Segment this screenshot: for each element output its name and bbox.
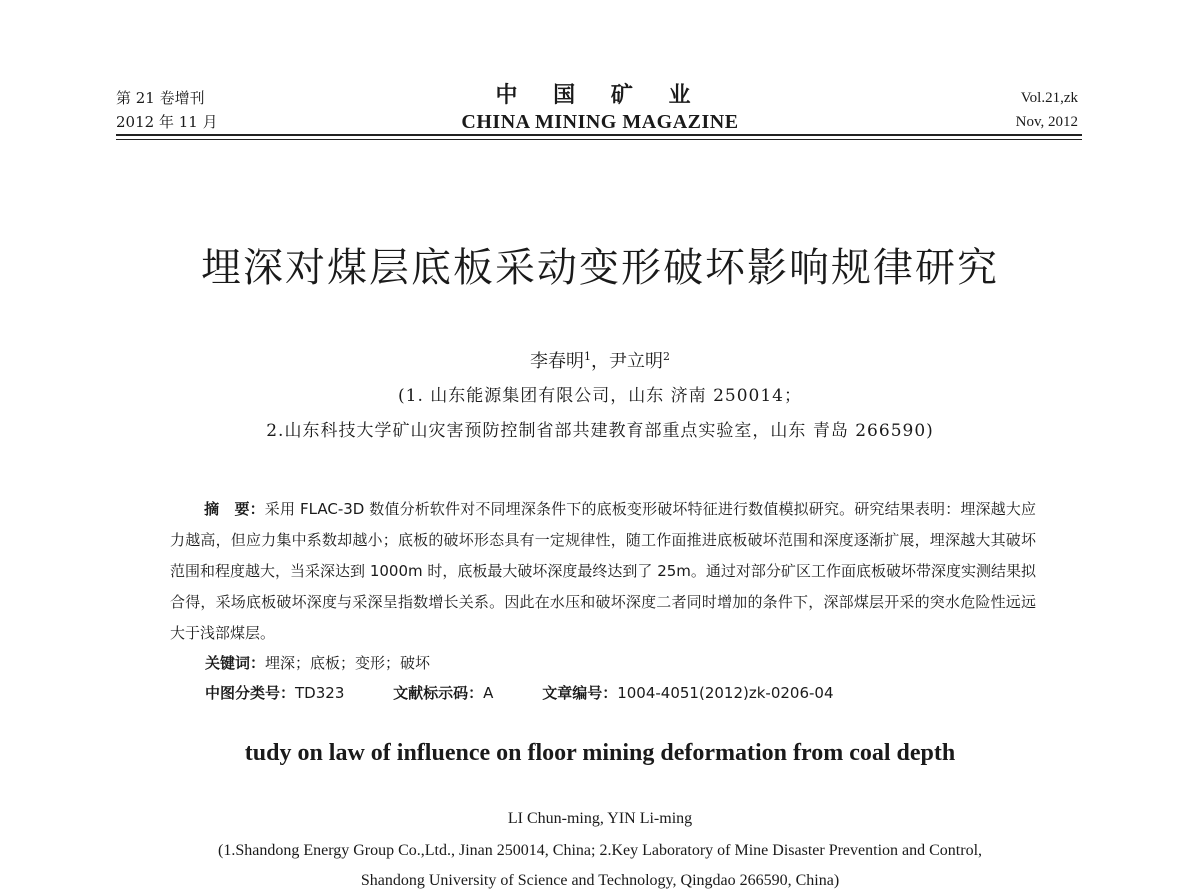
date-cn: 2012 年 11 月 <box>116 113 218 131</box>
header-rule-thick <box>116 134 1082 136</box>
clc-label: 中图分类号： <box>205 684 296 702</box>
author-1-sup: 1 <box>584 350 591 363</box>
doc-label: 文献标示码： <box>393 684 484 702</box>
abstract-label: 摘 要： <box>204 500 265 518</box>
date-en: Nov, 2012 <box>1015 114 1078 130</box>
affiliation-2-en: Shandong University of Science and Technology, Qingdao 266590, China) <box>360 872 840 889</box>
classification-line <box>205 682 878 703</box>
authors-cn <box>0 347 1200 373</box>
volume-en: Vol.21,zk <box>1020 90 1078 106</box>
journal-name-en: CHINA MINING MAGAZINE <box>461 111 739 133</box>
author-2: 尹立明 <box>609 351 663 372</box>
article-title-en: tudy on law of influence on floor mining deformation from coal depth <box>244 740 956 766</box>
header-volume-info-en <box>1016 86 1078 134</box>
keywords-text: 埋深；底板；变形；破坏 <box>265 654 431 672</box>
doc-value: A <box>483 684 494 702</box>
author-2-sup: 2 <box>663 350 670 363</box>
doc-code <box>393 684 493 702</box>
affiliation-2-cn: 2.山东科技大学矿山灾害预防控制省部共建教育部重点实验室，山东 青岛 266590) <box>266 421 934 441</box>
article-title-cn: 埋深对煤层底板采动变形破坏影响规律研究 <box>201 245 999 291</box>
article-id <box>542 684 833 702</box>
abstract <box>170 494 1036 649</box>
journal-name-cn: 中 国 矿 业 <box>495 82 705 108</box>
clc-value: TD323 <box>295 684 345 702</box>
volume-cn: 第 21 卷增刊 <box>116 89 205 107</box>
affiliation-1-en: (1.Shandong Energy Group Co.,Ltd., Jinan 250014, China; 2.Key Laboratory of Mine Disaster Prevention and Control, <box>217 842 983 859</box>
author-1: 李春明 <box>530 351 584 372</box>
abstract-text: 采用 FLAC-3D 数值分析软件对不同埋深条件下的底板变形破坏特征进行数值模拟研究。研究结果表明：埋深越大应力越高，但应力集中系数却越小；底板的破坏形态具有一定规律性，随工作面推进底板破坏范围和深度逐渐扩展，埋深越大其破坏范围和程度越大，当采深达到 1000m 时，底板最大破坏深度最终达到了 25m。通过对部分矿区工作面底板破坏带深度实测结果拟合得，采场底板破坏深度与采深呈指数增长关系。因此在水压和破坏深度二者同时增加的条件下，深部煤层开采的突水危险性远远大于浅部煤层。 <box>170 500 1036 642</box>
clc-code <box>205 684 344 702</box>
keywords-label: 关键词： <box>205 654 266 672</box>
article-id-label: 文章编号： <box>542 684 618 702</box>
authors-en: LI Chun-ming, YIN Li-ming <box>507 810 693 827</box>
keywords <box>205 652 430 673</box>
article-id-value: 1004-4051(2012)zk-0206-04 <box>617 684 834 702</box>
author-separator: ， <box>591 351 609 372</box>
affiliation-1-cn: (1. 山东能源集团有限公司，山东 济南 250014； <box>398 386 802 406</box>
header-rule-thin <box>116 139 1082 140</box>
